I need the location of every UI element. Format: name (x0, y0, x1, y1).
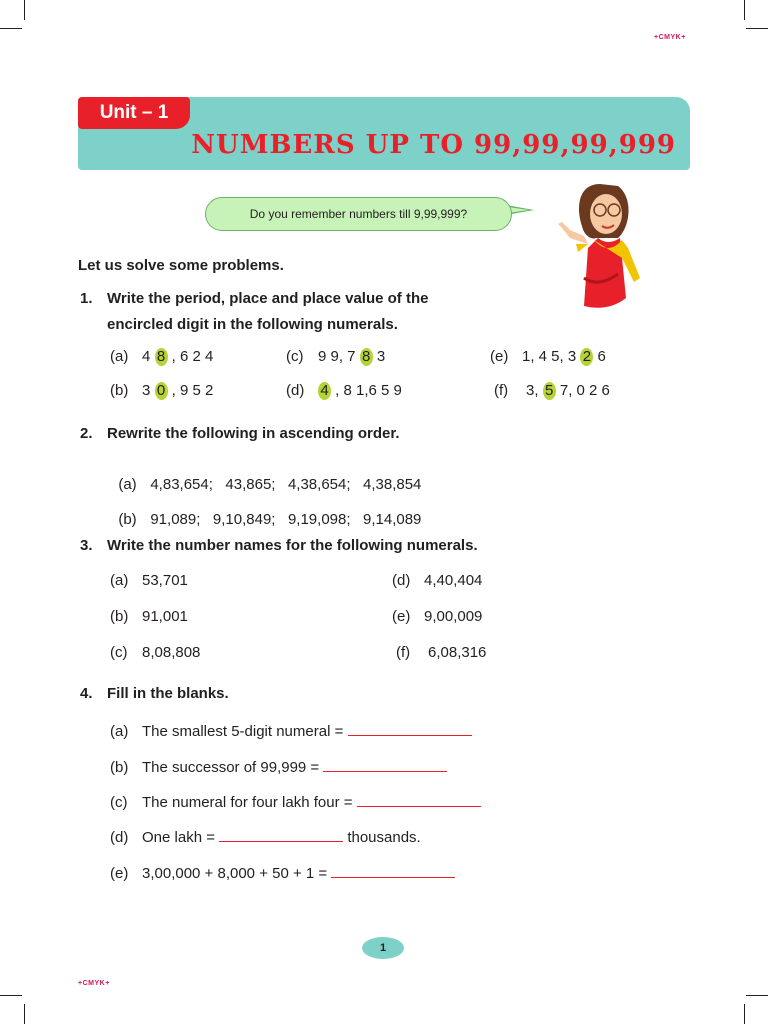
answer-blank[interactable] (219, 827, 343, 842)
item-label: (b) (118, 511, 137, 528)
numeral-part: 3 (372, 348, 386, 365)
numeral-part: 1, 4 5, 3 (522, 348, 581, 365)
item-label: (b) (110, 382, 129, 399)
item-label: (a) (110, 348, 129, 365)
encircled-digit: 0 (155, 382, 168, 400)
item-label: (a) (118, 476, 137, 493)
item-label: (b) (110, 608, 129, 625)
list-item (110, 382, 213, 400)
encircled-digit: 8 (360, 348, 373, 366)
item-label: (d) (286, 382, 305, 399)
encircled-digit: 2 (580, 348, 593, 366)
crop-mark (0, 995, 22, 996)
item-text: 53,701 (142, 572, 188, 589)
list-item (110, 494, 421, 528)
item-label: (b) (110, 759, 129, 776)
list-item (110, 827, 421, 846)
encircled-digit: 8 (155, 348, 168, 366)
item-label: (c) (286, 348, 304, 365)
item-text: 6,08,316 (428, 644, 487, 661)
crop-mark (24, 0, 25, 20)
list-item (110, 721, 472, 740)
intro-text: Let us solve some problems. (78, 257, 284, 274)
teacher-illustration (548, 178, 658, 318)
list-item (286, 382, 402, 400)
list-item (110, 757, 447, 776)
list-item (110, 348, 213, 366)
item-text: The smallest 5-digit numeral = (142, 723, 344, 740)
registration-mark: +CMYK+ (654, 34, 686, 41)
numeral-part: 3, (526, 382, 543, 399)
numeral-part: 4 (142, 348, 155, 365)
item-text: 8,08,808 (142, 644, 201, 661)
numeral-part: 9 9, 7 (318, 348, 360, 365)
numeral-part: 7, 0 2 6 (555, 382, 610, 399)
list-item (110, 863, 455, 882)
item-label: (c) (110, 794, 128, 811)
question-2-text: Rewrite the following in ascending order. (107, 425, 400, 442)
unit-label: Unit – 1 (78, 97, 190, 129)
list-item (110, 572, 188, 589)
answer-blank[interactable] (331, 863, 455, 878)
item-text: 9,00,009 (424, 608, 483, 625)
item-text: 4,40,404 (424, 572, 483, 589)
list-item (396, 644, 486, 661)
item-text-after: thousands. (347, 829, 421, 846)
item-label: (f) (494, 382, 509, 399)
item-label: (d) (392, 572, 411, 589)
question-3-text: Write the number names for the following numerals. (107, 537, 478, 554)
item-text: The successor of 99,999 = (142, 759, 320, 776)
encircled-digit: 4 (318, 382, 331, 400)
item-text: One lakh = (142, 829, 215, 846)
crop-mark (0, 28, 22, 29)
answer-blank[interactable] (323, 757, 447, 772)
question-1-number: 1. (80, 290, 93, 307)
list-item (392, 608, 482, 625)
registration-mark: +CMYK+ (78, 980, 110, 987)
question-1-text: encircled digit in the following numerals. (107, 316, 398, 333)
crop-mark (746, 28, 768, 29)
item-text: 91,089; 9,10,849; 9,19,098; 9,14,089 (150, 511, 422, 528)
item-label: (f) (396, 644, 411, 661)
numeral-part: , 8 1,6 5 9 (331, 382, 402, 399)
item-label: (c) (110, 644, 128, 661)
crop-mark (24, 1004, 25, 1024)
numeral-part: 6 (593, 348, 606, 365)
answer-blank[interactable] (357, 792, 481, 807)
question-1-text: Write the period, place and place value of the (107, 290, 429, 307)
numeral-part: , 9 5 2 (167, 382, 214, 399)
encircled-digit: 5 (543, 382, 556, 400)
item-text: The numeral for four lakh four = (142, 794, 353, 811)
numeral-part: 3 (142, 382, 155, 399)
answer-blank[interactable] (348, 721, 472, 736)
question-4-text: Fill in the blanks. (107, 685, 229, 702)
item-text: 3,00,000 + 8,000 + 50 + 1 = (142, 865, 328, 882)
item-label: (e) (110, 865, 129, 882)
question-3-number: 3. (80, 537, 93, 554)
item-text: 4,83,654; 43,865; 4,38,654; 4,38,854 (150, 476, 422, 493)
speech-bubble: Do you remember numbers till 9,99,999? (205, 197, 512, 231)
item-text: 91,001 (142, 608, 188, 625)
list-item (392, 572, 482, 589)
item-label: (e) (490, 348, 509, 365)
crop-mark (744, 1004, 745, 1024)
page-number: 1 (362, 937, 404, 959)
crop-mark (746, 995, 768, 996)
list-item (110, 644, 200, 661)
list-item (110, 459, 421, 493)
item-label: (e) (392, 608, 411, 625)
crop-mark (744, 0, 745, 20)
numeral-part: , 6 2 4 (167, 348, 214, 365)
question-4-number: 4. (80, 685, 93, 702)
question-2-number: 2. (80, 425, 93, 442)
list-item (490, 348, 606, 366)
list-item (494, 382, 610, 400)
item-label: (a) (110, 572, 129, 589)
item-label: (a) (110, 723, 129, 740)
item-label: (d) (110, 829, 129, 846)
list-item (286, 348, 385, 366)
chapter-title: NUMBERS UP TO 99,99,99,999 (191, 130, 676, 160)
list-item (110, 792, 481, 811)
list-item (110, 608, 188, 625)
